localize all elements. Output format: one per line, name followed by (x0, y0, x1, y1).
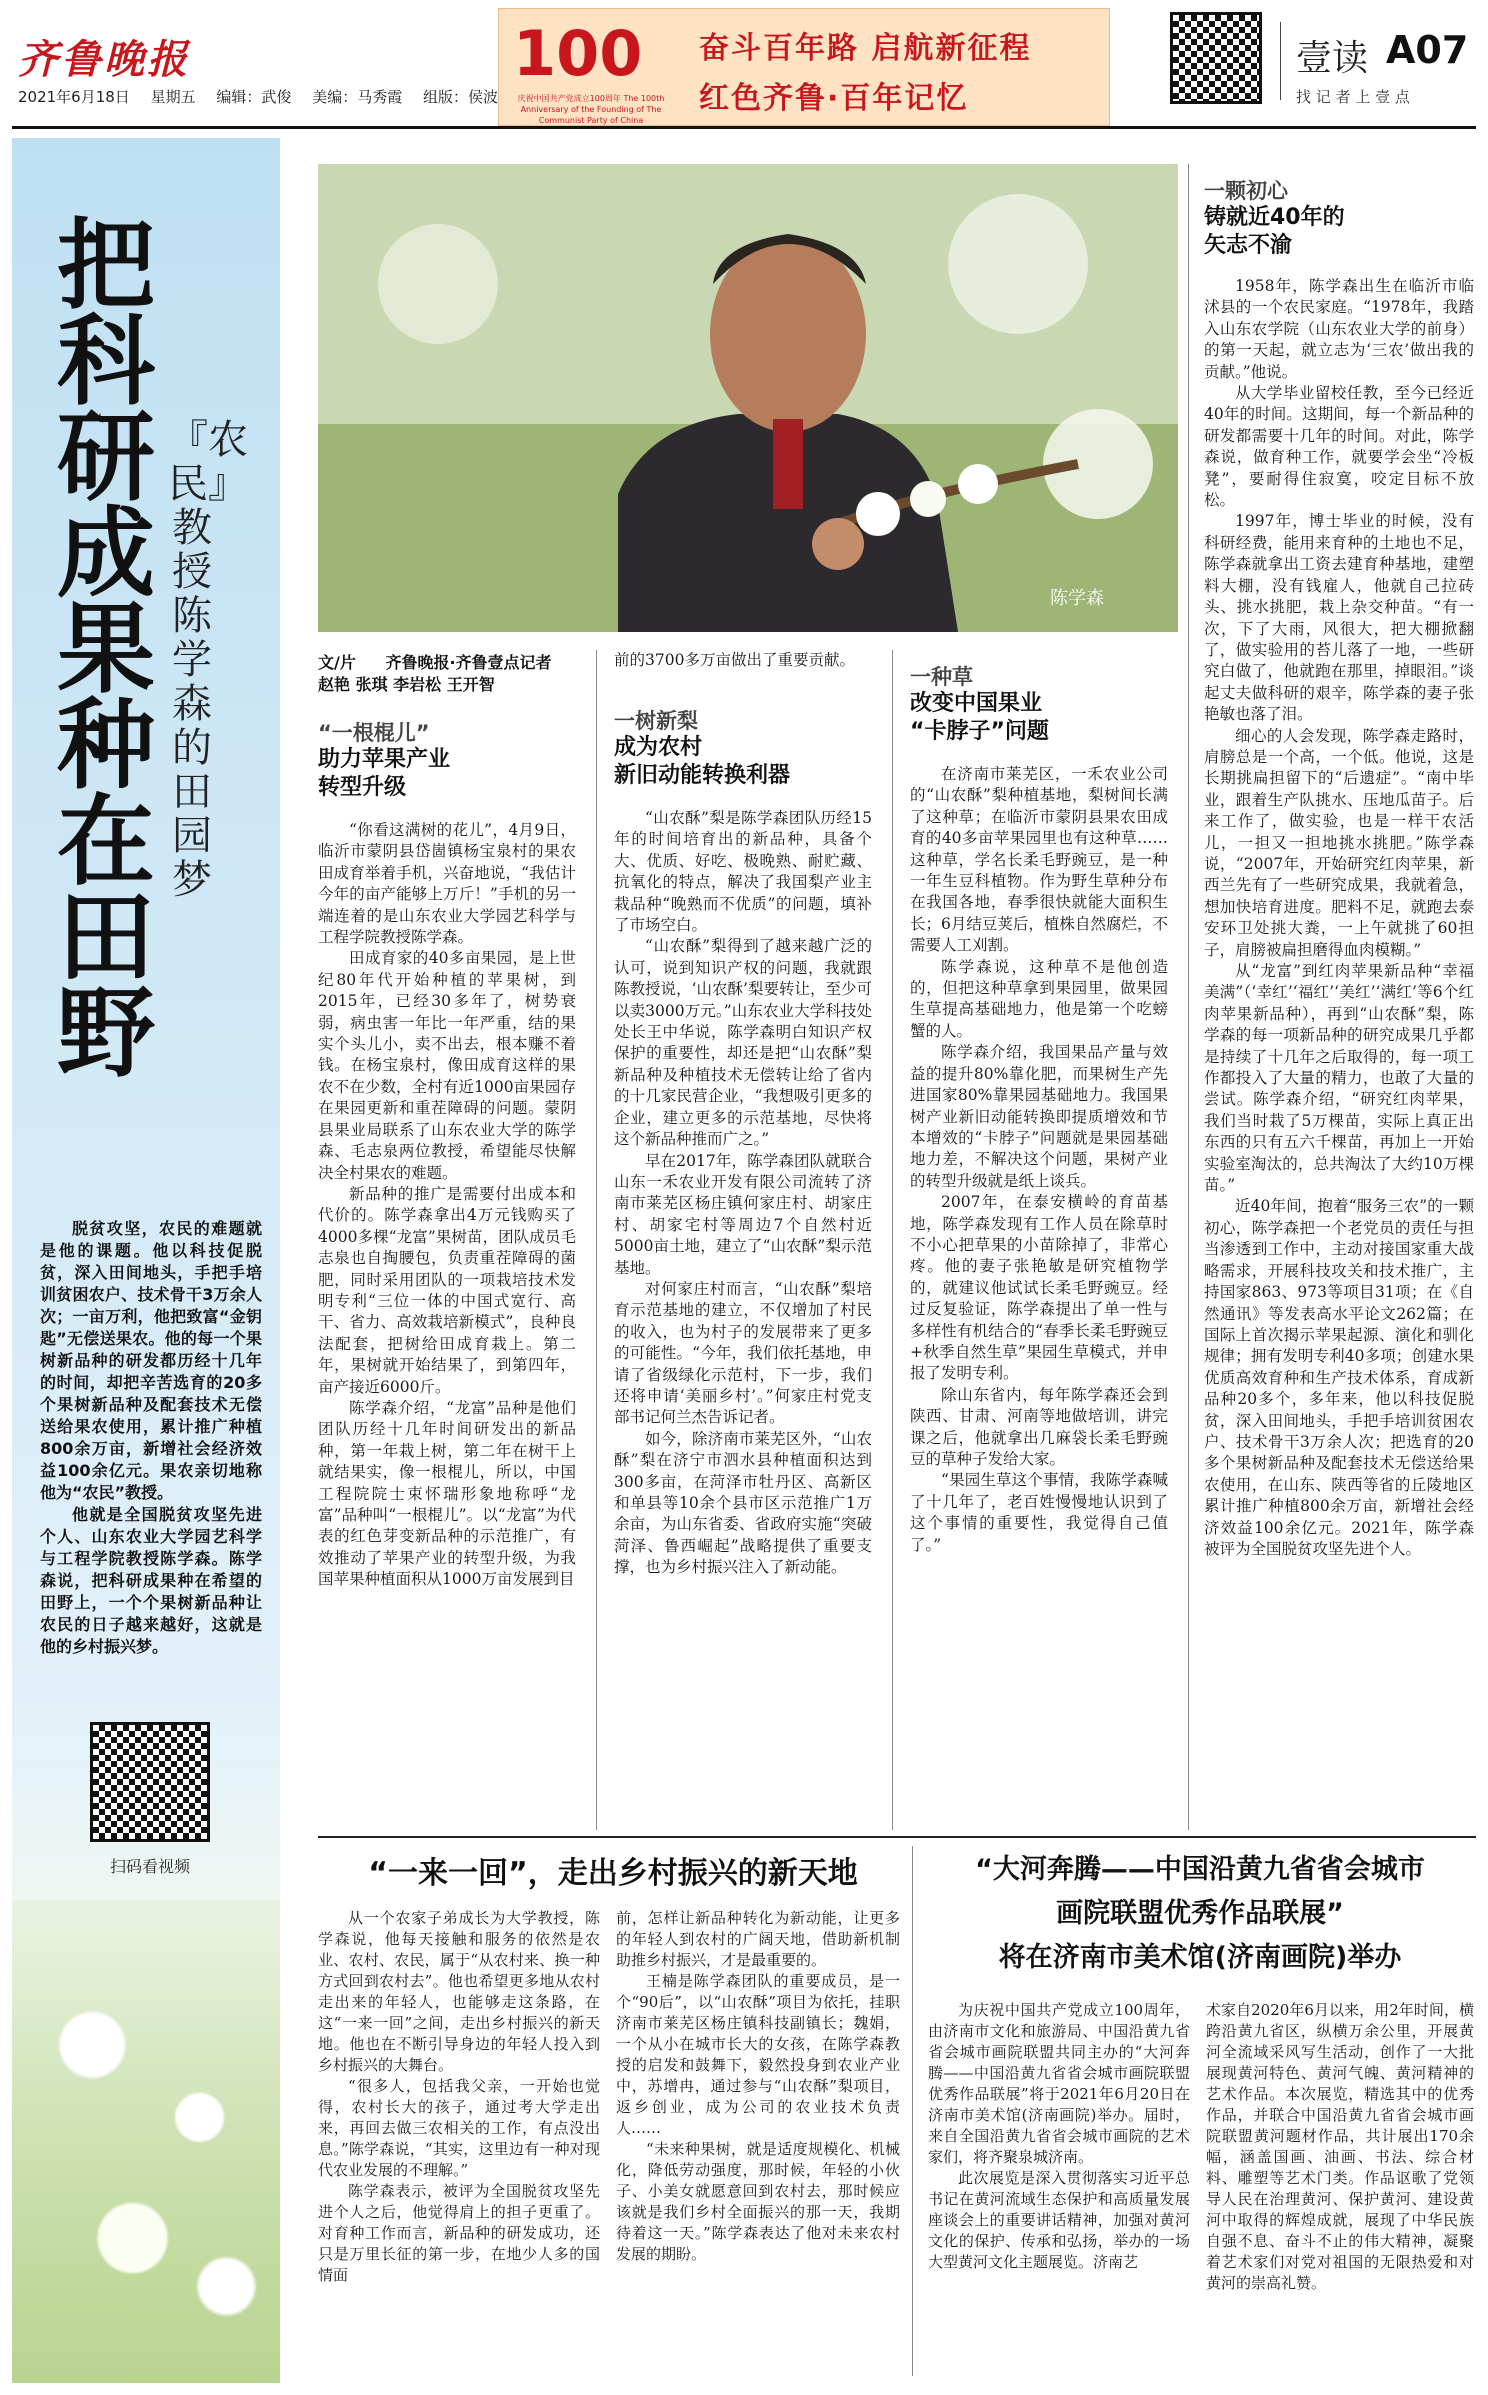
bottom-left-para: 前，怎样让新品种转化为新动能，让更多的年轻人到农村的广阔天地，借助新机制助推乡村振兴，才是最重要的。 (616, 1909, 900, 1969)
bottom-right-title-2: 画院联盟优秀作品联展” (1056, 1898, 1344, 1929)
col1-para: 陈学森介绍，“龙富”品种是他们团队历经十几年时间研发出的新品种，第一年栽上树，第二年在树干上就结果实，像一根棍儿，所以，中国工程院院士束怀瑞形象地称呼“龙富”品种叫“一根棍儿”。以“龙富”为代表的红色芽变新品种的示范推广，有效推动了苹果产业的转型升级，为我国苹果种植面积从1000万亩发展到目 (318, 1398, 576, 1589)
col2-continuation (614, 650, 872, 671)
contact-line: 找 记 者 上 壹 点 (1296, 88, 1410, 106)
col3-body (910, 764, 1168, 1770)
col3-para: 除山东省内，每年陈学森还会到陕西、甘肃、河南等地做培训，讲完课之后，他就拿出几麻袋长柔毛野豌豆的草种子发给大家。 (910, 1385, 1168, 1468)
lead-paragraph (40, 1218, 262, 1658)
col1-body (318, 820, 576, 1830)
bottom-left-col-a (318, 1908, 600, 2378)
centenary-number: 100 (513, 17, 643, 90)
col2-body (614, 808, 872, 1830)
column-divider (892, 650, 893, 1830)
bottom-right-title-1: “大河奔腾——中国沿黄九省省会城市 (975, 1854, 1425, 1885)
col2-para: 如今，除济南市莱芜区外，“山农酥”梨在济宁市泗水县种植面积达到300多亩，在菏泽市牡丹区、高新区和单县等10余个县市区示范推广1万余亩，为山东省委、省政府实施“突破菏泽、鲁西崛起”战略提供了重要支撑，也为乡村振兴注入了新动能。 (614, 1429, 872, 1577)
issue-date: 2021年6月18日 (18, 88, 130, 106)
col1-heading-3: 转型升级 (318, 775, 407, 800)
banner-slogan-2: 红色齐鲁·百年记忆 (699, 81, 969, 116)
bottom-left-para: “未来种果树，就是适度规模化、机械化，降低劳动强度，那时候，年轻的小伙子、小美女就愿意回到农村去，那时候应该就是我们乡村全面振兴的那一天，我期待着这一天。”陈学森表达了他对未来农村发展的期盼。 (616, 2140, 900, 2263)
col4-heading-3: 矢志不渝 (1204, 233, 1293, 258)
col3-heading-1: 一种草 (910, 665, 973, 689)
designer-credit: 美编：马秀霞 (312, 88, 403, 106)
bottom-left-para: 王楠是陈学森团队的重要成员，是一个“90后”，以“山农酥”项目为依托，挂职济南市莱芜区杨庄镇科技副镇长；魏娟，一个从小在城市长大的女孩，在陈学森教授的启发和鼓舞下，毅然投身到农业产业中，苏增冉，通过参与“山农酥”梨项目，返乡创业，成为公司的农业技术负责人…… (616, 1972, 900, 2137)
centenary-emblem (513, 17, 643, 90)
section-name: 壹读 (1296, 38, 1369, 79)
bottom-right-title-3: 将在济南市美术馆(济南画院)举办 (998, 1942, 1402, 1973)
centenary-caption: 庆祝中国共产党成立100周年 The 100th Anniversary of the Founding of The Communist Party of China (517, 94, 665, 125)
bottom-right-title (920, 1848, 1480, 1980)
scan-video-label: 扫码看视频 (109, 1857, 190, 1876)
bottom-right-col-b (1206, 2000, 1474, 2378)
bottom-right-para: 为庆祝中国共产党成立100周年，由济南市文化和旅游局、中国沿黄九省省会城市画院联盟共同主办的“大河奔腾——中国沿黄九省省会城市画院联盟优秀作品联展”将于2021年6月20日在济南市美术馆(济南画院)举办。届时，来自全国沿黄九省省会城市画院的艺术家们，将齐聚泉城济南。 (928, 2001, 1190, 2166)
col3-para: 陈学森介绍，我国果品产量与效益的提升80%靠化肥，而果树生产先进国家80%靠果园基础地力。我国果树产业新旧动能转换即提质增效和节本增效的“卡脖子”问题就是果园基础地力差，不解决这个问题，果树产业的转型升级就是纸上谈兵。 (910, 1043, 1168, 1190)
bottom-left-para: 陈学森表示，被评为全国脱贫攻坚先进个人之后，他觉得肩上的担子更重了。对育种工作而言，新品种的研发成功，还只是万里长征的第一步，在地少人多的国情面 (318, 2182, 600, 2284)
article-byline (318, 652, 618, 696)
lead-para-2: 他就是全国脱贫攻坚先进个人、山东农业大学园艺科学与工程学院教授陈学森。陈学森说，把科研成果种在希望的田野上，一个个果树新品种让农民的日子越来越好，这就是他的乡村振兴梦。 (40, 1505, 262, 1656)
col1-heading-2: 助力苹果产业 (318, 747, 451, 772)
editor-credit: 编辑：武俊 (216, 88, 292, 106)
photo-illustration (318, 164, 1178, 632)
video-qr-code[interactable] (90, 1722, 210, 1842)
col3-heading-3: “卡脖子”问题 (910, 719, 1049, 744)
col4-heading-2: 铸就近40年的 (1204, 205, 1345, 230)
masthead-divider (1280, 22, 1281, 100)
pear-blossom-image (12, 1900, 280, 2383)
col2-para: “山农酥”梨得到了越来越广泛的认可，说到知识产权的问题，我就跟陈教授说，‘山农酥’梨要转让，至少可以卖3000万元。”山东农业大学科技处处长王中华说，陈学森明白知识产权保护的重要性，却还是把“山农酥”梨新品种及种植技术无偿转让给了省内的十几家民营企业，“我想吸引更多的企业，建立更多的示范基地，尽快将这个新品种推而广之。” (614, 937, 872, 1149)
col2-cont-text: 前的3700多万亩做出了重要贡献。 (614, 651, 855, 669)
centenary-banner (498, 8, 1110, 126)
bottom-right-para: 术家自2020年6月以来，用2年时间，横跨沿黄九省区，纵横万余公里，开展黄河全流域采风写生活动，创作了一大批展现黄河特色、黄河气魄、黄河精神的艺术作品。本次展览，精选其中的优秀作品，并联合中国沿黄九省省会城市画院联盟黄河题材作品，共计展出170余幅，涵盖国画、油画、书法、综合材料、雕塑等艺术门类。作品讴歌了党领导人民在治理黄河、保护黄河、建设黄河中取得的辉煌成就，展现了中华民族自强不息、奋斗不止的伟大精神，凝聚着艺术家们对党对祖国的无限热爱和对黄河的崇高礼赞。 (1206, 2001, 1474, 2292)
col4-para: 细心的人会发现，陈学森走路时，肩膀总是一个高，一个低。他说，这是长期挑扁担留下的“后遗症”。“南中毕业，跟着生产队挑水、压地瓜苗子。后来工作了，做实验，也是一样干农活儿，一担又一担地挑水挑肥。”陈学森说，“2007年，开始研究红肉苹果，新西兰先有了一些研究成果，我就着急，想加快培育进度。肥料不足，就跑去泰安环卫处挑大粪，一上午就挑了60担子，肩膀被扁担磨得血肉模糊。” (1204, 726, 1474, 959)
bottom-left-para: “很多人，包括我父亲，一开始也觉得，农村长大的孩子，通过考大学走出来，再回去做三农相关的工作，有点没出息。”陈学森说，“其实，这里边有一种对现代农业发展的不理解。” (318, 2077, 600, 2179)
col4-para: 1958年，陈学森出生在临沂市临沭县的一个农民家庭。“1978年，我踏入山东农学院（山东农业大学的前身）的第一天起，就立志为‘三农’做出我的贡献。”他说。 (1204, 277, 1474, 381)
col3-para: 在济南市莱芜区，一禾农业公司的“山农酥”梨种植基地，梨树间长满了这种草；在临沂市蒙阴县果农田成育的40多亩苹果园里也有这种草……这种草，学名长柔毛野豌豆，是一种一年生豆科植物。作为野生草种分布在我国各地，春季很快就能大面积生长；6月结豆荚后，植株自然腐烂，不需要人工刈割。 (910, 765, 1168, 955)
col1-heading (318, 720, 558, 802)
newspaper-logo: 齐鲁晚报 (18, 36, 190, 83)
col3-heading (910, 664, 1168, 746)
bottom-left-col-b (616, 1908, 900, 2378)
col4-heading (1204, 178, 1474, 260)
masthead-rule (12, 126, 1476, 129)
bottom-left-para: 从一个农家子弟成长为大学教授，陈学森说，他每天接触和服务的依然是农业、农村、农民，属于“从农村来、换一种方式回到农村去”。他也希望更多地从农村走出来的年轻人，也能够走这条路，在这“一来一回”之间，走出乡村振兴的新天地。他也在不断引导身边的年轻人投入到乡村振兴的大舞台。 (318, 1909, 600, 2074)
main-headline: 把科研成果种在田野 (56, 208, 155, 1091)
col4-body (1204, 276, 1474, 1836)
bottom-divider (912, 1846, 913, 2376)
page-number: A07 (1386, 28, 1469, 72)
masthead-qr-code[interactable] (1170, 12, 1262, 104)
col3-para: “果园生草这个事情，我陈学森喊了十几年了，老百姓慢慢地认识到了这个事情的重要性，我觉得自己值了。” (910, 1471, 1168, 1554)
lead-para-1: 脱贫攻坚，农民的难题就是他的课题。他以科技促脱贫，深入田间地头，手把手培训贫困农户、技术骨干3万余人次；一亩万利，他把致富“金钥匙”无偿送果农。他的每一个果树新品种的研发都历经十几年的时间，却把辛苦选育的20多个果树新品种及配套技术无偿送给果农使用，累计推广种植800余万亩，新增社会经济效益100余亿元。果农亲切地称他为“农民”教授。 (40, 1219, 262, 1502)
column-divider (596, 650, 597, 1830)
byline-names: 赵艳 张琪 李岩松 王开智 (318, 675, 495, 694)
feature-photo (318, 164, 1178, 632)
col2-heading-1: 一树新梨 (614, 709, 698, 733)
col1-heading-1: “一根棍儿” (318, 721, 430, 745)
col2-para: “山农酥”梨是陈学森团队历经15年的时间培育出的新品种，具备个大、优质、好吃、极晚熟、耐贮藏、抗氧化的特点，解决了我国梨产业主栽品种“晚熟而不优质”的问题，填补了市场空白。 (614, 809, 872, 935)
main-subheadline: 『农民』教授陈学森的田园梦 (168, 417, 248, 903)
col3-heading-2: 改变中国果业 (910, 691, 1043, 716)
photo-caption: 陈学森 (1050, 588, 1104, 609)
issue-weekday: 星期五 (150, 88, 196, 106)
col4-para: 从大学毕业留校任教，至今已经近40年的时间。这期间，每一个新品种的研发都需要十几年的时间。对此，陈学森说，做育种工作，就要学会坐“冷板凳”，要耐得住寂寞，咬定目标不放松。 (1204, 384, 1474, 510)
edition-info (18, 86, 514, 107)
col2-heading-2: 成为农村 (614, 735, 703, 760)
col2-heading (614, 708, 872, 790)
col4-para: 1997年，博士毕业的时候，没有科研经费，能用来育种的土地也不足，陈学森就拿出工资去建育种基地，建塑料大棚，没有钱雇人，他就自己拉砖头、挑水挑肥，栽上杂交种苗。“有一次，下了大雨，风很大，把大棚掀翻了，做实验用的苔儿落了一地，一些研究白做了，他就跑在那里，掉眼泪。”谈起丈夫做科研的艰辛，陈学森的妻子张艳敏也落了泪。 (1204, 512, 1474, 724)
col2-para: 早在2017年，陈学森团队就联合山东一禾农业开发有限公司流转了济南市莱芜区杨庄镇何家庄村、胡家庄村、胡家宅村等周边7个自然村近5000亩土地，建立了“山农酥”梨示范基地。 (614, 1151, 872, 1277)
layout-credit: 组版：侯波 (422, 88, 498, 106)
bottom-left-title: “一来一回”，走出乡村振兴的新天地 (368, 1856, 858, 1891)
col2-para: 对何家庄村而言，“山农酥”梨培育示范基地的建立，不仅增加了村民的收入，也为村子的发展带来了更多的可能性。“今年，我们依托基地，申请了省级绿化示范村，下一步，我们还将申请‘美丽乡村’。”何家庄村党支部书记何兰杰告诉记者。 (614, 1279, 872, 1427)
col4-heading-1: 一颗初心 (1204, 179, 1288, 203)
byline-label: 文/片 (318, 653, 356, 672)
col1-para: 田成育家的40多亩果园，是上世纪80年代开始种植的苹果树，到2015年，已经30多年了，树势衰弱，病虫害一年比一年严重，结的果实个头儿小，卖不出去，根本赚不着钱。在杨宝泉村，像田成育这样的果农不在少数，全村有近1000亩果园存在果园更新和重茬障碍的问题。蒙阴县果业局联系了山东农业大学的陈学森、毛志泉两位教授，希望能尽快解决全村果农的难题。 (318, 949, 576, 1182)
col1-para: 新品种的推广是需要付出成本和代价的。陈学森拿出4万元钱购买了4000多棵“龙富”果树苗，团队成员毛志泉也自掏腰包，负责重茬障碍的菌肥，同时采用团队的一项栽培技术发明专利“三位一体的中国式宽行、高干、省力、高效栽培新模式”，良种良法配套，把树给田成育栽上。第二年，果树就开始结果了，到第四年，亩产接近6000斤。 (318, 1184, 576, 1396)
col3-para: 2007年，在泰安横岭的育苗基地，陈学森发现有工作人员在除草时不小心把草果的小苗除掉了，非常心疼。他的妻子张艳敏是研究植物学的，就建议他试试长柔毛野豌豆。经过反复验证，陈学森提出了单一性与多样性有机结合的“春季长柔毛野豌豆+秋季自然生草”果园生草模式，并申报了发明专利。 (910, 1193, 1168, 1383)
byline-org: 齐鲁晚报·齐鲁壹点记者 (385, 653, 552, 672)
col4-para: 从“龙富”到红肉苹果新品种“幸福美满”（‘幸红’‘福红’‘美红’‘满红’等6个红肉苹果新品种），再到“山农酥”梨，陈学森的每一项新品种的研究成果几乎都是持续了十几年之后取得的，每一项工作都投入了大量的精力，也敢了大量的尝试。陈学森介绍，“研究红肉苹果，我们当时栽了5万棵苗，实际上真正出东西的只有五六千棵苗，再加上一开始实验室淘汰的，总共淘汰了大约10万棵苗。” (1204, 962, 1474, 1195)
col2-heading-3: 新旧动能转换利器 (614, 763, 791, 788)
bottom-right-para: 此次展览是深入贯彻落实习近平总书记在黄河流域生态保护和高质量发展座谈会上的重要讲话精神，加强对黄河文化的保护、传承和弘扬，举办的一场大型黄河文化主题展览。济南艺 (928, 2169, 1190, 2271)
banner-slogan-1: 奋斗百年路 启航新征程 (699, 31, 1032, 66)
col3-para: 陈学森说，这种草不是他创造的，但把这种草拿到果园里，做果园生草提高基础地力，他是第一个吃螃蟹的人。 (910, 957, 1168, 1040)
column-divider (1188, 164, 1189, 1830)
col4-para: 近40年间，抱着“服务三农”的一颗初心，陈学森把一个老党员的责任与担当渗透到工作中，主动对接国家重大战略需求，开展科技攻关和技术推广，主持国家863、973等项目31项；在《自然通讯》等发表高水平论文262篇；在国际上首次揭示苹果起源、演化和驯化规律；拥有发明专利40多项；创建水果优质高效育种和生产技术体系，育成新品种20多个，多年来，他以科技促脱贫，深入田间地头，手把手培训贫困农户、技术骨干3万余人次；把选育的20多个果树新品种及配套技术无偿送给果农使用，在山东、陕西等省的丘陵地区累计推广种植800余万亩，新增社会经济效益100余亿元。2021年，陈学森被评为全国脱贫攻坚先进个人。 (1204, 1197, 1474, 1558)
bottom-right-col-a (928, 2000, 1190, 2378)
col1-para: “你看这满树的花儿”，4月9日，临沂市蒙阴县岱崮镇杨宝泉村的果农田成育举着手机，兴奋地说，“我估计今年的亩产能够上万斤！”手机的另一端连着的是山东农业大学园艺科学与工程学院教授陈学森。 (318, 821, 576, 947)
bottom-section-rule (318, 1836, 1476, 1838)
